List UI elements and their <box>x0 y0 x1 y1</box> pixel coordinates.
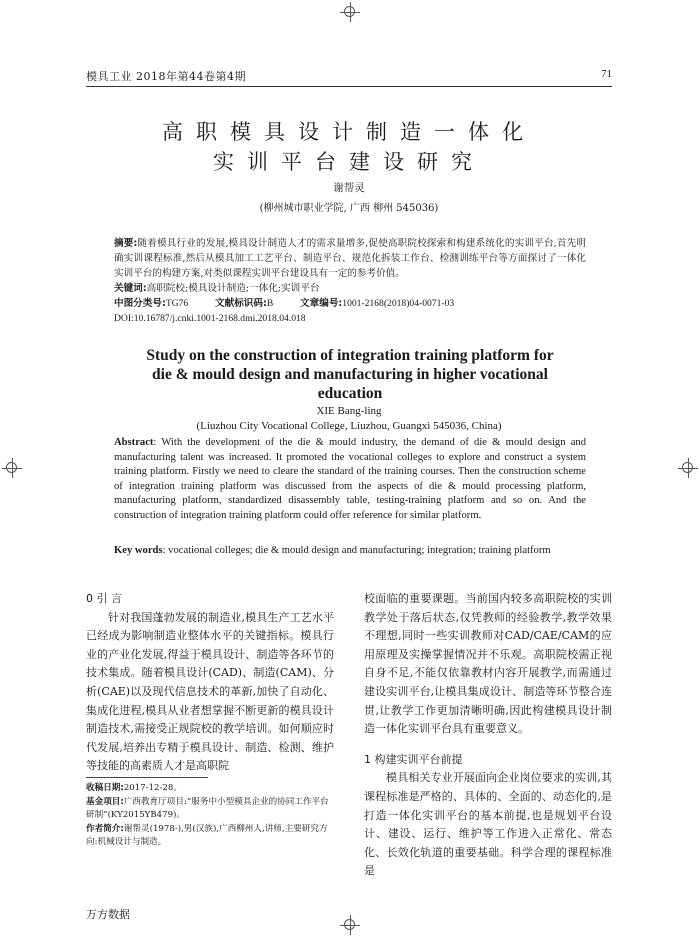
title-en-line2: die & mould design and manufacturing in higher vocational <box>152 366 548 383</box>
footnote-divider <box>86 777 208 778</box>
crop-mark-bottom <box>340 915 360 935</box>
section-0-heading: 0 引 言 <box>86 592 122 605</box>
section-1-heading: 1 构建实训平台前提 <box>364 752 463 766</box>
abstract-en-label: Abstract <box>114 437 154 448</box>
keywords-cn-text: 高职院校;模具设计制造;一体化;实训平台 <box>146 283 320 294</box>
title-en-line1: Study on the construction of integration training platform for <box>146 347 554 364</box>
running-header <box>86 66 612 87</box>
doc-code-value: B <box>266 298 274 309</box>
section-1-para-1: 模具相关专业开展面向企业岗位要求的实训,其课程标准是严格的、具体的、全面的、动态化的,是打造一体化实训平台的基本前提,也是规划平台设计、建设、运行、维护等工作进入正常化、常态化、长效化轨道的重要基础。科学合理的课程标准是 <box>364 771 612 878</box>
clc-value: TG76 <box>165 298 189 309</box>
section-0-para-1: 针对我国蓬勃发展的制造业,模具生产工艺水平已经成为影响制造业整体水平的关键指标。模具行业的产业化发展,得益于模具设计、制造等各环节的技术集成。随着模具设计(CAD)、制造(CAM)、分析(CAE)以及现代信息技术的革新,加快了自动化、集成化进程,模具从业者想掌握不断更新的模具设计制造技术,需接受正规院校的教学培训。如何顺应时代发展,培养出专精于模具设计、制造、检测、维护等技能的高素质人才是高职院 <box>86 610 334 773</box>
title-cn-line1: 高职模具设计制造一体化 <box>162 120 536 144</box>
keywords-cn-label: 关键词: <box>114 283 147 294</box>
author-bio-label: 作者简介: <box>86 823 124 834</box>
article-number-value: 1001-2168(2018)04-0071-03 <box>342 298 455 309</box>
footnote-fund <box>86 796 336 823</box>
affiliation-en: (Liuzhou City Vocational College, Liuzhou, Guangxi 545036, China) <box>196 420 502 432</box>
footnote-received <box>86 782 336 796</box>
crop-mark-right <box>678 458 698 478</box>
article-number-label: 文章编号: <box>300 298 343 309</box>
fund-label: 基金项目: <box>86 796 124 807</box>
right-column <box>364 590 612 881</box>
doc-code-label: 文献标识码: <box>215 298 267 309</box>
wanfang-logo: 万方数据 <box>86 908 130 921</box>
section-0-para-1-continued: 校面临的重要课题。当前国内较多高职院校的实训教学处于落后状态,仅凭教师的经验教学,教学效果不理想,同时一些实训教师对CAD/CAE/CAM的应用原理及实操掌握情况并不乐观。高职院校需正视自身不足,不能仅依靠教材内容开展教学,而需通过建设实训平台,让模具集成设计、制造等环节整合连贯,让教学工作更加清晰明确,因此构建模具设计制造一体化实训平台具有重要意义。 <box>364 592 612 736</box>
abstract-cn-label: 摘要: <box>114 238 138 249</box>
keywords-en <box>114 544 586 559</box>
doi: DOI:10.16787/j.cnki.1001-2168.dmi.2018.04.018 <box>114 313 306 324</box>
abstract-en-text: : With the development of the die & mould industry, the demand of die & mould design and manufacturing talent was increased. It promoted the vocational colleges to explore and construct a system training platform. Firstly we need to cleare the standard of the training courses. Then the construction scheme of integration training platform was discussed from the aspects of die & mould processing platform, manufacturing platform, standardized disassembly table, testing-training platform and so on. And the construction of integration training platform could offer reference for similar platform. <box>114 437 586 521</box>
abstract-cn-text: 随着模具行业的发展,模具设计制造人才的需求量增多,促使高职院校探索和构建系统化的实训平台,首先明确实训课程标准,然后从模具加工工艺平台、制造平台、规范化拆装工作台、检测训练平台等方面探讨了一体化实训平台的构建方案,对类似课程实训平台建设具有一定的参考价值。 <box>114 238 586 279</box>
author-en: XIE Bang-ling <box>316 405 382 417</box>
title-en-line3: education <box>317 385 383 402</box>
author-bio-text: 谢帮灵(1978-),男(汉族),广西柳州人,讲师,主要研究方向:机械设计与制造。 <box>86 823 328 847</box>
title-cn-line2: 实训平台建设研究 <box>213 150 485 174</box>
clc-label: 中图分类号: <box>114 298 166 309</box>
footnotes <box>86 782 336 850</box>
left-column <box>86 590 334 776</box>
crop-mark-top <box>340 2 360 22</box>
classification-line <box>114 296 586 311</box>
footnote-author <box>86 823 336 850</box>
author-cn: 谢帮灵 <box>333 182 365 194</box>
keywords-en-text: : vocational colleges; die & mould design and manufacturing; integration; training platform <box>162 545 551 556</box>
journal-info: 模具工业 2018年第44卷第4期 <box>86 70 246 83</box>
abstract-cn <box>114 236 586 281</box>
fund-text: 广西教育厅项目:“服务中小型模具企业的协同工作平台研制”(KY2015YB479)。 <box>86 796 329 820</box>
keywords-cn <box>114 281 586 296</box>
crop-mark-left <box>2 458 22 478</box>
abstract-en <box>114 436 586 523</box>
keywords-en-label: Key words <box>114 545 163 556</box>
received-date: 2017-12-28。 <box>123 783 182 793</box>
affiliation-cn: (柳州城市职业学院, 广西 柳州 545036) <box>259 203 439 214</box>
received-label: 收稿日期: <box>86 783 124 793</box>
page-number: 71 <box>601 68 612 80</box>
